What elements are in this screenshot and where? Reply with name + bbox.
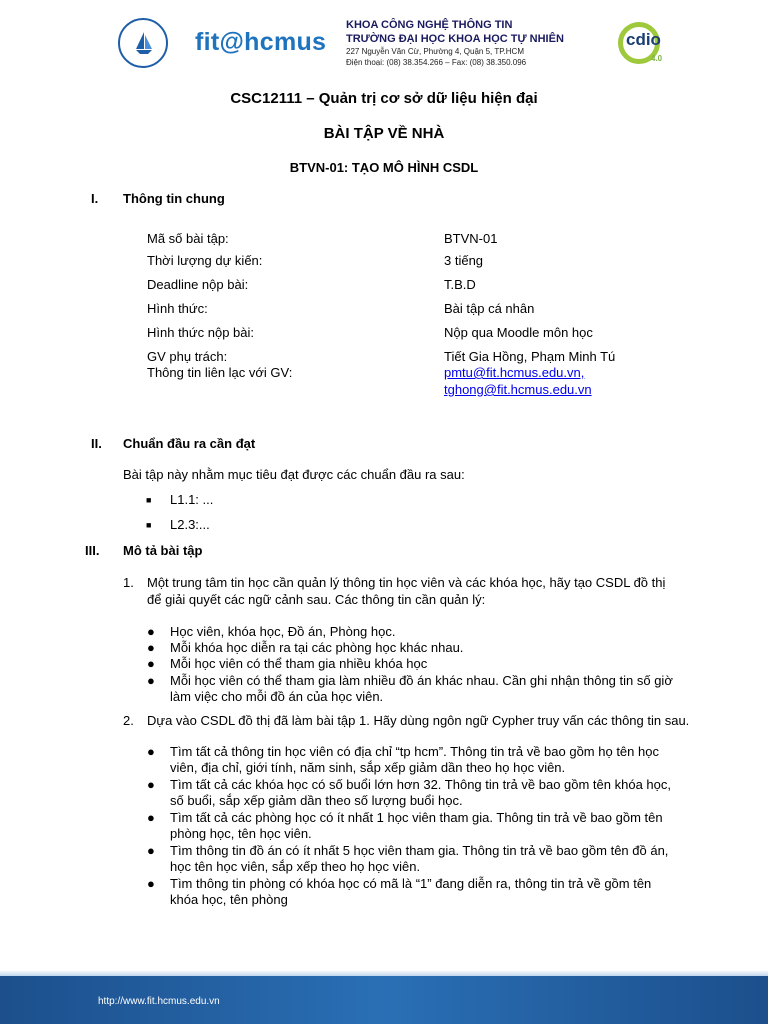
info-value: Nộp qua Moodle môn học (444, 325, 593, 340)
section-title: Thông tin chung (123, 191, 225, 206)
task-text: Dựa vào CSDL đồ thị đã làm bài tập 1. Hãy dùng ngôn ngữ Cypher truy vấn các thông tin sau. (147, 713, 690, 728)
bullet-dot-icon: ● (147, 673, 155, 688)
bullet-dot-icon: ● (147, 777, 155, 792)
section-number: I. (91, 191, 99, 206)
cdio-logo-text: cdio (626, 30, 661, 49)
assignment-title: BTVN-01: TẠO MÔ HÌNH CSDL (289, 160, 479, 175)
info-label: Thông tin liên lạc với GV: (147, 365, 293, 380)
section-title: Mô tả bài tập (123, 543, 203, 558)
contact-block (346, 46, 526, 68)
square-bullet-icon: ■ (146, 495, 152, 505)
bullet-dot-icon: ● (147, 843, 155, 858)
course-title: CSC12111 – Quản trị cơ sở dữ liệu hiện đại (230, 90, 538, 107)
info-value: Tiết Gia Hồng, Phạm Minh Tú (444, 349, 616, 364)
bullet-dot-icon: ● (147, 656, 155, 671)
outcome-item: L1.1: ... (170, 492, 214, 507)
bullet-dot-icon: ● (147, 640, 155, 655)
query-item: học tên học viên, sắp xếp theo họ học viên. (170, 859, 421, 874)
info-value: T.B.D (444, 277, 476, 292)
info-label: Hình thức nộp bài: (147, 325, 254, 340)
query-item: số buổi, sắp xếp giảm dần theo số lượng buổi học. (170, 793, 463, 808)
faculty-name (346, 18, 564, 46)
query-item: viên, địa chỉ, giới tính, năm sinh, sắp xếp giảm dần theo họ học viên. (170, 760, 566, 775)
section-number: II. (91, 436, 102, 451)
query-item: Tìm thông tin đồ án có ít nhất 5 học viên tham gia. Thông tin trả về bao gồm tên đồ án, (170, 843, 669, 858)
faculty-line: KHOA CÔNG NGHỆ THÔNG TIN (346, 19, 513, 31)
task-number: 2. (123, 713, 134, 728)
bullet-dot-icon: ● (147, 876, 155, 891)
section-title: Chuẩn đầu ra cần đạt (123, 436, 256, 451)
info-value: Bài tập cá nhân (444, 301, 535, 316)
square-bullet-icon: ■ (146, 520, 152, 530)
bullet-dot-icon: ● (147, 810, 155, 825)
info-label: GV phụ trách: (147, 349, 228, 364)
university-line: TRƯỜNG ĐẠI HỌC KHOA HỌC TỰ NHIÊN (346, 33, 564, 45)
info-value: BTVN-01 (444, 231, 498, 246)
email-link[interactable]: tghong@fit.hcmus.edu.vn (444, 382, 592, 397)
info-label: Deadline nộp bài: (147, 277, 249, 292)
ship-icon (132, 30, 156, 56)
outcomes-intro: Bài tập này nhằm mục tiêu đạt được các chuẩn đầu ra sau: (123, 467, 465, 482)
cdio-version: 4.0 (651, 54, 663, 63)
query-item: Tìm tất cả thông tin học viên có địa chỉ “tp hcm”. Thông tin trả về bao gồm họ tên học (170, 744, 659, 759)
requirement-item: Mỗi khóa học diễn ra tại các phòng học khác nhau. (170, 640, 464, 655)
query-item: Tìm tất cả các khóa học có số buổi lớn hơn 32. Thông tin trả về bao gồm tên khóa học, (170, 777, 671, 792)
info-label: Mã số bài tập: (147, 231, 229, 246)
requirement-item: Học viên, khóa học, Đồ án, Phòng học. (170, 624, 396, 639)
fit-logo-text: fit@hcmus (195, 28, 327, 56)
task-number: 1. (123, 575, 134, 590)
query-item: phòng học, tên học viên. (170, 826, 312, 841)
info-value: 3 tiếng (444, 253, 484, 268)
requirement-item: làm việc cho mỗi đồ án của học viên. (170, 689, 384, 704)
requirement-item: Mỗi học viên có thể tham gia làm nhiều đồ án khác nhau. Cần ghi nhận thông tin số giờ (170, 673, 673, 688)
address: 227 Nguyễn Văn Cừ, Phường 4, Quận 5, TP.HCM (346, 47, 524, 56)
phone-fax: Điện thoại: (08) 38.354.266 – Fax: (08) 38.350.096 (346, 58, 527, 67)
info-label: Thời lượng dự kiến: (147, 253, 263, 268)
task-text: Một trung tâm tin học cần quản lý thông tin học viên và các khóa học, hãy tạo CSDL đồ thị (147, 575, 666, 590)
task-text: để giải quyết các ngữ cảnh sau. Các thông tin cần quản lý: (147, 592, 486, 607)
bullet-dot-icon: ● (147, 744, 155, 759)
section-number: III. (85, 543, 100, 558)
requirement-item: Mỗi học viên có thể tham gia nhiều khóa học (170, 656, 428, 671)
document-type: BÀI TẬP VỀ NHÀ (323, 125, 445, 142)
bullet-dot-icon: ● (147, 624, 155, 639)
query-item: khóa học, tên phòng (170, 892, 288, 907)
query-item: Tìm tất cả các phòng học có ít nhất 1 học viên tham gia. Thông tin trả về bao gồm tên (170, 810, 663, 825)
email-link[interactable]: pmtu@fit.hcmus.edu.vn, (444, 365, 585, 380)
info-label: Hình thức: (147, 301, 208, 316)
outcome-item: L2.3:... (170, 517, 210, 532)
query-item: Tìm thông tin phòng có khóa học có mã là “1” đang diễn ra, thông tin trả về gồm tên (170, 876, 652, 891)
footer-website-link[interactable]: http://www.fit.hcmus.edu.vn (98, 996, 220, 1007)
